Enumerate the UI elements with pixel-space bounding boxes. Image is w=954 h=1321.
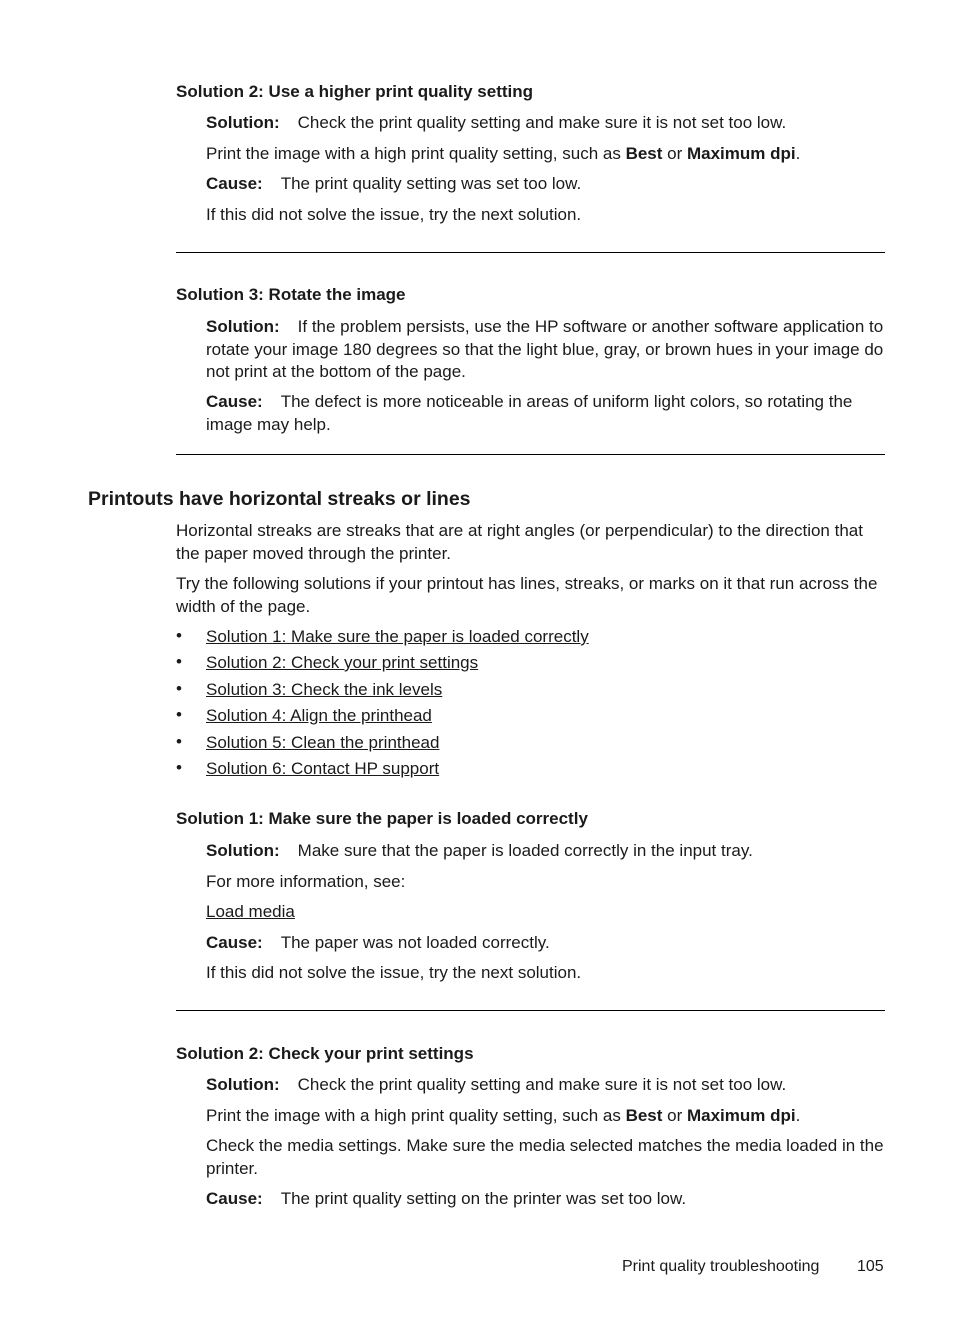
period: . bbox=[795, 1106, 801, 1125]
solution-text: Check the print quality setting and make sure it is not set too low. bbox=[297, 113, 787, 132]
solution-label: Solution: bbox=[206, 841, 280, 860]
cause-label: Cause: bbox=[206, 1189, 263, 1208]
t1-cause bbox=[206, 932, 886, 955]
bullet: • bbox=[176, 732, 182, 751]
bullet: • bbox=[176, 705, 182, 724]
bullet: • bbox=[176, 626, 182, 645]
heading-t2-settings: Solution 2: Check your print settings bbox=[176, 1044, 474, 1063]
cause-label: Cause: bbox=[206, 174, 263, 193]
divider bbox=[176, 454, 885, 455]
t1-next: If this did not solve the issue, try the next solution. bbox=[206, 963, 582, 982]
maxdpi-setting: Maximum dpi bbox=[686, 144, 796, 163]
bullet: • bbox=[176, 652, 182, 671]
period: . bbox=[795, 144, 801, 163]
t2-solution bbox=[206, 1074, 886, 1097]
solution-label: Solution: bbox=[206, 317, 280, 336]
page-number: 105 bbox=[857, 1258, 884, 1275]
best-setting: Best bbox=[625, 144, 663, 163]
link-load-media[interactable]: Load media bbox=[206, 902, 295, 921]
or-text: or bbox=[662, 144, 687, 163]
link-solution-6[interactable]: Solution 6: Contact HP support bbox=[206, 759, 440, 778]
bullet: • bbox=[176, 679, 182, 698]
cause-text: The print quality setting on the printer was set too low. bbox=[280, 1189, 687, 1208]
intro-paragraph-2: Try the following solutions if your printout has lines, streaks, or marks on it that run across the width of the page. bbox=[176, 574, 878, 616]
cause-text: The defect is more noticeable in areas of uniform light colors, so rotating the image may help. bbox=[206, 392, 853, 434]
maxdpi-setting: Maximum dpi bbox=[686, 1106, 796, 1125]
cause-label: Cause: bbox=[206, 933, 263, 952]
t2-cause bbox=[206, 1188, 886, 1211]
t1-solution bbox=[206, 840, 886, 863]
heading-s3-rotate: Solution 3: Rotate the image bbox=[176, 285, 406, 304]
solution-text: If the problem persists, use the HP software or another software application to rotate your image 180 degrees so that the light blue, gray, or brown hues in your image do not print at the bottom of the page. bbox=[206, 317, 884, 381]
cause-label: Cause: bbox=[206, 392, 263, 411]
s2-print-text bbox=[206, 143, 886, 166]
heading-t1-paper: Solution 1: Make sure the paper is loaded correctly bbox=[176, 809, 588, 828]
solution-text: Make sure that the paper is loaded correctly in the input tray. bbox=[297, 841, 753, 860]
cause-text: The paper was not loaded correctly. bbox=[280, 933, 550, 952]
s2-cause bbox=[206, 173, 886, 196]
print-text: Print the image with a high print quality setting, such as bbox=[206, 144, 626, 163]
bullet: • bbox=[176, 758, 182, 777]
print-text: Print the image with a high print quality setting, such as bbox=[206, 1106, 626, 1125]
t1-more-info: For more information, see: bbox=[206, 872, 406, 891]
t2-media: Check the media settings. Make sure the media selected matches the media loaded in the printer. bbox=[206, 1136, 884, 1178]
heading-s2-quality: Solution 2: Use a higher print quality setting bbox=[176, 82, 534, 101]
intro-paragraph-1: Horizontal streaks are streaks that are at right angles (or perpendicular) to the direction that the paper moved through the printer. bbox=[176, 521, 863, 563]
best-setting: Best bbox=[625, 1106, 663, 1125]
s2-solution bbox=[206, 112, 886, 135]
link-solution-3[interactable]: Solution 3: Check the ink levels bbox=[206, 680, 443, 699]
divider bbox=[176, 252, 885, 253]
link-solution-2[interactable]: Solution 2: Check your print settings bbox=[206, 653, 479, 672]
link-solution-1[interactable]: Solution 1: Make sure the paper is loaded correctly bbox=[206, 627, 589, 646]
s3-solution bbox=[206, 316, 886, 384]
t2-print-text bbox=[206, 1105, 886, 1128]
divider bbox=[176, 1010, 885, 1011]
s3-cause bbox=[206, 391, 886, 436]
section-heading: Printouts have horizontal streaks or lines bbox=[88, 488, 471, 510]
footer-section: Print quality troubleshooting bbox=[622, 1258, 820, 1275]
or-text: or bbox=[662, 1106, 687, 1125]
cause-text: The print quality setting was set too low. bbox=[280, 174, 582, 193]
link-solution-5[interactable]: Solution 5: Clean the printhead bbox=[206, 733, 440, 752]
solution-label: Solution: bbox=[206, 1075, 280, 1094]
link-solution-4[interactable]: Solution 4: Align the printhead bbox=[206, 706, 432, 725]
solution-text: Check the print quality setting and make sure it is not set too low. bbox=[297, 1075, 787, 1094]
s2-next: If this did not solve the issue, try the next solution. bbox=[206, 205, 582, 224]
solution-label: Solution: bbox=[206, 113, 280, 132]
